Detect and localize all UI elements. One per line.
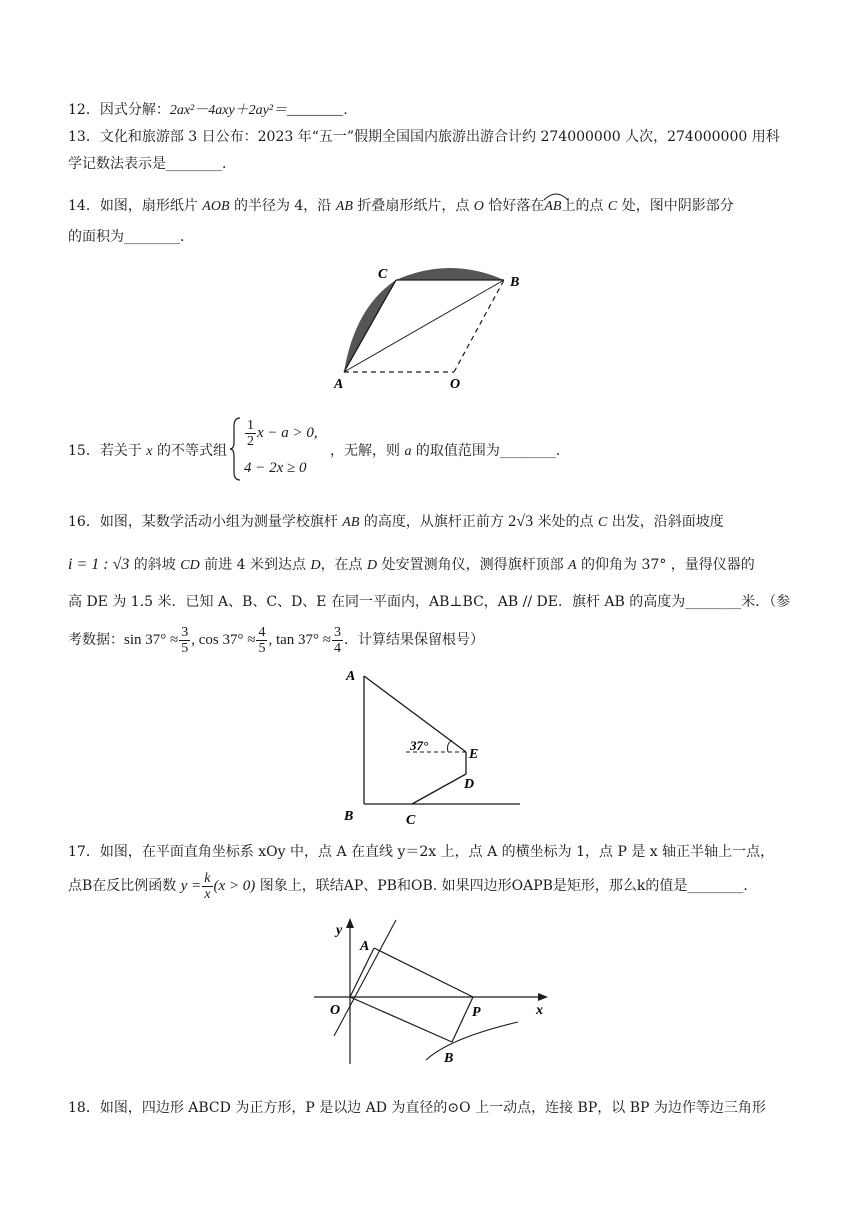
q16-number: 16．	[68, 514, 100, 530]
q16-t2d: ，在点	[320, 557, 368, 573]
q17-t2a: 点B在反比例函数	[68, 878, 181, 894]
q16-t1a: 如图，某数学活动小组为测量学校旗杆	[99, 514, 343, 530]
q16-tan: , tan 37° ≈	[268, 632, 332, 648]
q16-line3: 高 DE 为 1.5 米．已知 A、B、C、D、E 在同一平面内，AB⊥BC，AB // DE．旗杆 AB 的高度为________米．（参	[68, 594, 791, 610]
label-c: C	[378, 267, 388, 282]
q14-ab: AB	[335, 199, 353, 214]
label-c: C	[406, 813, 416, 828]
q15-post2: 的取值范围为________．	[411, 443, 570, 459]
q16-line2	[68, 555, 755, 576]
q14-o: O	[473, 199, 484, 214]
segment-ap	[374, 948, 473, 997]
q14-arc-ab	[544, 197, 561, 217]
q16-c: C	[597, 515, 608, 530]
q15-line-tail	[330, 441, 570, 462]
q17-line1	[68, 842, 774, 862]
q16-ab: AB	[342, 515, 360, 530]
q16-tan-frac	[332, 625, 343, 656]
q13-line2: 学记数法表示是________．	[68, 156, 236, 172]
label-b: B	[344, 809, 354, 824]
q14-number: 14．	[68, 198, 100, 214]
q16-cos-num: 4	[258, 624, 266, 640]
q18-number: 18．	[68, 1100, 100, 1116]
q16-sin: sin 37° ≈	[124, 632, 179, 648]
q17-x-den: x	[204, 886, 211, 902]
q14-text-f: 处，图中阴影部分	[617, 198, 734, 214]
q15-mid: 的不等式组	[152, 443, 227, 459]
hyperbola-curve	[426, 1022, 518, 1060]
q14-line2: 的面积为________．	[68, 229, 194, 245]
label-y: y	[336, 923, 343, 938]
q15-a: a	[404, 444, 412, 459]
q17-k-over-x	[202, 871, 212, 902]
arc-symbol-icon	[543, 191, 569, 201]
q16-sin-num: 3	[181, 624, 189, 640]
q16-cos-frac	[256, 625, 267, 656]
q16-d: D	[310, 558, 321, 573]
q15-ineq1-tail: x − a > 0,	[257, 424, 318, 441]
q16-t1c: 米处的点	[533, 514, 598, 530]
q15-pre: 若关于	[99, 443, 147, 459]
label-a: A	[334, 377, 344, 392]
q17-cond: (x > 0)	[213, 878, 256, 894]
segment-pb	[452, 997, 473, 1042]
q17-figure	[310, 914, 560, 1074]
label-b: B	[510, 275, 520, 290]
q16-figure	[336, 664, 526, 838]
q16-cos: , cos 37° ≈	[191, 632, 256, 648]
segment-oa	[350, 948, 374, 997]
x-axis-arrow-icon	[538, 993, 548, 1001]
q14-text-e: 上的点	[561, 198, 608, 214]
q18-text1: 如图，四边形 ABCD 为正方形，P 是以边 AD 为直径的⊙O 上一动点，连接 BP，以 BP 为边作等边三角形	[99, 1100, 766, 1116]
label-e: E	[469, 747, 479, 762]
y-axis-arrow-icon	[346, 918, 354, 928]
shaded-segment-top	[396, 268, 504, 280]
q16-t1b: 的高度，从旗杆正前方	[359, 514, 509, 530]
q13-number: 13．	[68, 129, 100, 145]
q17-k: k	[204, 870, 211, 886]
q15-ineq1	[244, 418, 318, 449]
q16-t2e: 处安置测角仪，测得旗杆顶部	[377, 557, 569, 573]
q16-line4	[68, 620, 484, 660]
q15-half	[245, 418, 256, 449]
q17-number: 17．	[68, 844, 100, 860]
q18-line1	[68, 1098, 766, 1118]
line-cd-slope	[412, 774, 466, 804]
brace-icon	[230, 416, 242, 482]
q16-t4b: ．计算结果保留根号）	[344, 632, 485, 648]
q16-slope: i = 1 : √3	[68, 556, 130, 573]
q14-text-c: 折叠扇形纸片，点	[352, 198, 474, 214]
q15-line	[68, 441, 227, 462]
q16-a: A	[568, 558, 577, 573]
q13-line1	[68, 127, 780, 147]
q16-t2f: 的仰角为 37° ，量得仪器的	[576, 557, 755, 573]
q15-post: ，无解，则	[330, 443, 405, 459]
q16-cos-den: 5	[258, 640, 266, 656]
q16-d2: D	[367, 558, 378, 573]
q14-arc-label: AB	[544, 199, 562, 214]
q16-line1	[68, 512, 724, 533]
q16-t1d: 出发，沿斜面坡度	[607, 514, 724, 530]
q15-x: x	[146, 444, 153, 459]
q15-inequality-system	[230, 416, 330, 482]
label-a: A	[346, 669, 356, 684]
q16-t4a: 考数据：	[68, 632, 124, 648]
q12-expression: 2ax²－4axy＋2ay²＝________．	[169, 103, 358, 118]
q17-t2b: 图象上，联结AP、PB和OB. 如果四边形OAPB是矩形，那么k的值是________．	[255, 878, 758, 894]
q16-t2b: 的斜坡	[129, 557, 181, 573]
q16-tan-num: 3	[334, 624, 342, 640]
q12-line	[68, 100, 357, 121]
q14-line1	[68, 196, 734, 217]
q14-c: C	[607, 199, 618, 214]
label-o: O	[330, 1003, 341, 1018]
label-a: A	[360, 939, 370, 954]
q16-distance: 2√3	[508, 513, 534, 530]
segment-ob	[350, 997, 452, 1042]
q16-t2c: 前进 4 米到达点	[199, 557, 311, 573]
q12-text: 因式分解：	[99, 102, 170, 118]
q13-text1: 文化和旅游部 3 日公布：2023 年“五一”假期全国国内旅游出游合计约 274000000 人次，274000000 用科	[99, 129, 780, 145]
label-angle: 37°	[410, 738, 429, 753]
q15-frac-num: 1	[247, 418, 254, 433]
q17-line2	[68, 866, 757, 906]
label-d: D	[464, 777, 475, 792]
label-o: O	[450, 377, 461, 392]
q16-tan-den: 4	[334, 640, 342, 656]
label-b: B	[444, 1051, 454, 1066]
label-p: P	[472, 1005, 481, 1020]
q14-figure	[330, 262, 530, 396]
q14-text-a: 如图，扇形纸片	[99, 198, 203, 214]
q14-text-b: 的半径为 4，沿	[229, 198, 336, 214]
line-y-2x	[334, 920, 396, 1036]
label-x: x	[536, 1003, 543, 1018]
q14-aob: AOB	[202, 199, 230, 214]
q17-func: y =	[180, 878, 202, 894]
q16-sin-frac	[179, 625, 190, 656]
q17-text1: 如图，在平面直角坐标系 xOy 中，点 A 在直线 y＝2x 上，点 A 的横坐标为 1，点 P 是 x 轴正半轴上一点，	[99, 844, 775, 860]
q15-ineq2: 4 − 2x ≥ 0	[244, 460, 307, 476]
line-ac	[344, 280, 396, 372]
q16-sin-den: 5	[181, 640, 189, 656]
q16-cd: CD	[180, 558, 200, 573]
q12-number: 12．	[68, 102, 100, 118]
q15-frac-den: 2	[247, 434, 254, 449]
q14-text-d: 恰好落在	[483, 198, 545, 214]
q15-number: 15．	[68, 443, 100, 459]
